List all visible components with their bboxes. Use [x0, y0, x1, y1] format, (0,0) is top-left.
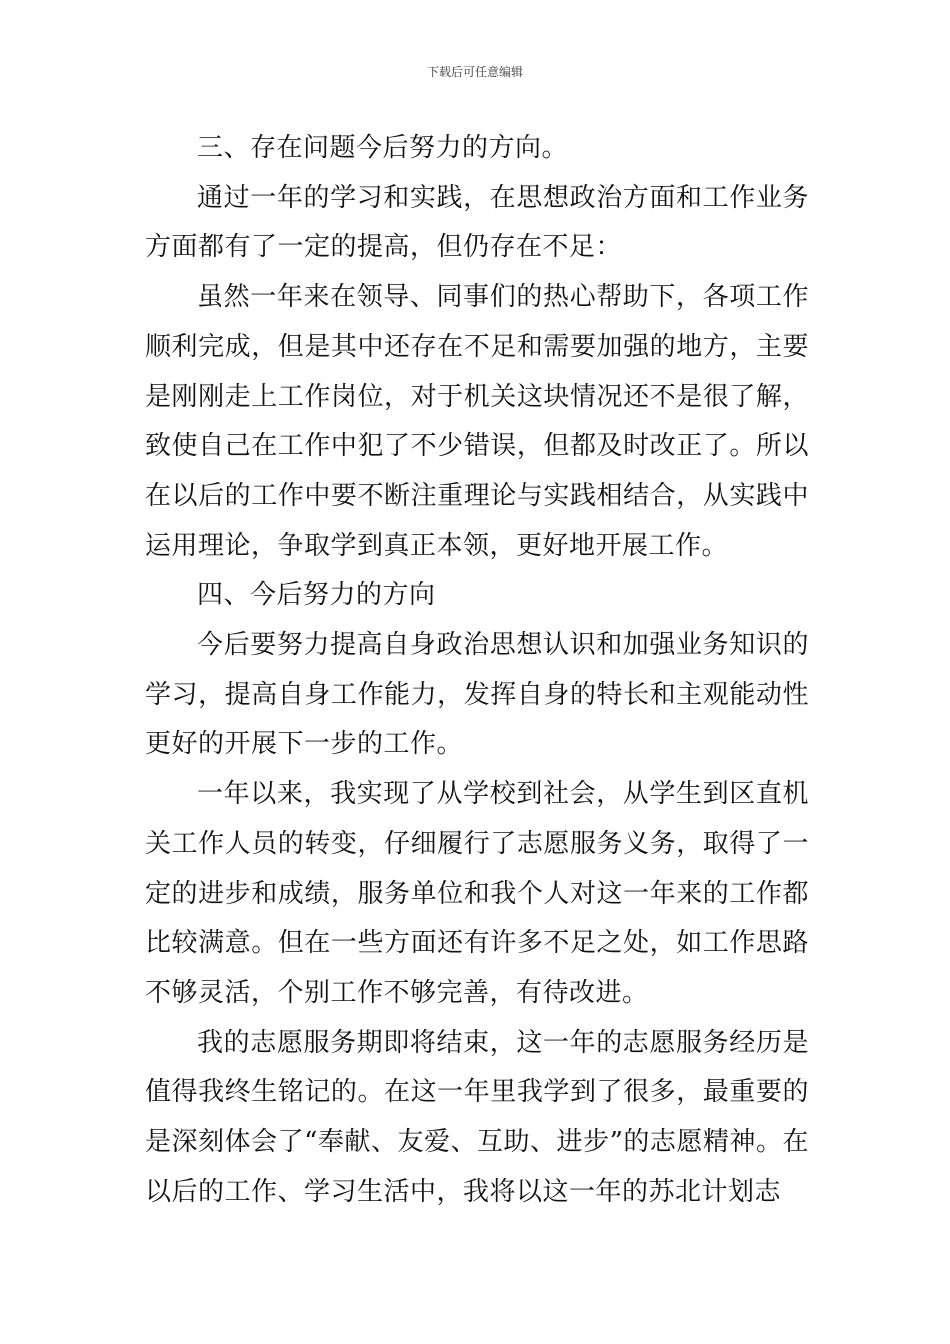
body-paragraph: 我的志愿服务期即将结束，这一年的志愿服务经历是值得我终生铭记的。在这一年里我学到了很多，最重要的是深刻体会了“奉献、友爱、互助、进步”的志愿精神。在以后的工作、学习生活中，我将以这一年的苏北计划志	[145, 1027, 809, 1207]
section-heading-direction: 四、今后努力的方向	[197, 580, 436, 611]
body-paragraph: 一年以来，我实现了从学校到社会，从学生到区直机关工作人员的转变，仔细履行了志愿服务义务，取得了一定的进步和成绩，服务单位和我个人对这一年来的工作都比较满意。但在一些方面还有许多不足之处，如工作思路不够灵活，个别工作不够完善，有待改进。	[145, 779, 809, 1008]
page-header: 下载后可任意编辑	[426, 65, 523, 79]
section-heading-problems: 三、存在问题今后努力的方向。	[197, 133, 569, 163]
body-paragraph: 通过一年的学习和实践，在思想政治方面和工作业务方面都有了一定的提高，但仍存在不足：	[145, 182, 809, 263]
document-body	[145, 124, 809, 1217]
body-paragraph: 今后要努力提高自身政治思想认识和加强业务知识的学习，提高自身工作能力，发挥自身的特长和主观能动性更好的开展下一步的工作。	[145, 630, 809, 760]
body-paragraph: 虽然一年来在领导、同事们的热心帮助下，各项工作顺利完成，但是其中还存在不足和需要加强的地方，主要是刚刚走上工作岗位，对于机关这块情况还不是很了解，致使自己在工作中犯了不少错误，但都及时改正了。所以在以后的工作中要不断注重理论与实践相结合，从实践中运用理论，争取学到真正本领，更好地开展工作。	[145, 282, 809, 561]
